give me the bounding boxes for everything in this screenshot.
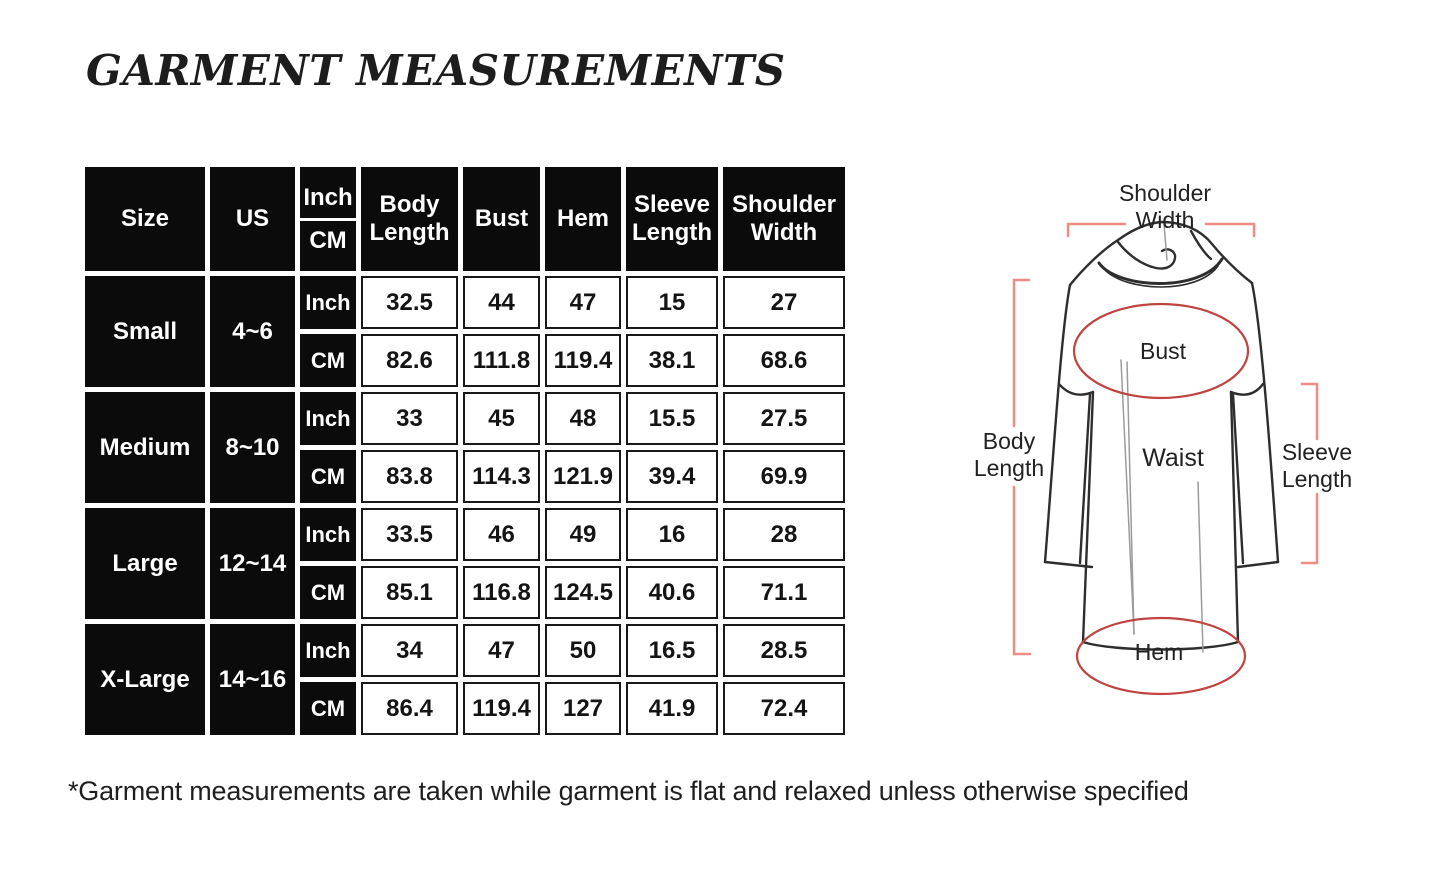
size-label: X-Large xyxy=(85,624,205,735)
value-cell: 121.9 xyxy=(545,450,621,503)
unit-label-inch: Inch xyxy=(300,276,356,329)
value-cell: 27 xyxy=(723,276,845,329)
us-size: 12~14 xyxy=(210,508,295,619)
value-cell: 50 xyxy=(545,624,621,677)
value-cell: 86.4 xyxy=(361,682,458,735)
unit-label-cm: CM xyxy=(300,566,356,619)
value-cell: 28 xyxy=(723,508,845,561)
value-cell: 119.4 xyxy=(545,334,621,387)
unit-label-inch: Inch xyxy=(300,624,356,677)
measurements-table xyxy=(80,162,850,740)
drape-lines xyxy=(1121,224,1203,652)
value-cell: 38.1 xyxy=(626,334,718,387)
sleeve-length-label-line2: Length xyxy=(1281,466,1353,492)
page-title: GARMENT MEASUREMENTS xyxy=(86,46,786,95)
value-cell: 82.6 xyxy=(361,334,458,387)
garment-measurement-diagram xyxy=(950,170,1420,740)
value-cell: 16 xyxy=(626,508,718,561)
value-cell: 28.5 xyxy=(723,624,845,677)
value-cell: 15 xyxy=(626,276,718,329)
us-size: 8~10 xyxy=(210,392,295,503)
value-cell: 47 xyxy=(545,276,621,329)
value-cell: 71.1 xyxy=(723,566,845,619)
unit-label-inch: Inch xyxy=(300,508,356,561)
value-cell: 46 xyxy=(463,508,540,561)
size-label: Small xyxy=(85,276,205,387)
unit-label-inch: Inch xyxy=(300,392,356,445)
table-row xyxy=(85,276,845,329)
bust-label: Bust xyxy=(1139,338,1187,364)
hem-label: Hem xyxy=(1134,639,1184,665)
table-row xyxy=(85,624,845,677)
value-cell: 48 xyxy=(545,392,621,445)
value-cell: 85.1 xyxy=(361,566,458,619)
header-size: Size xyxy=(85,167,205,271)
header-us: US xyxy=(210,167,295,271)
value-cell: 16.5 xyxy=(626,624,718,677)
table-row xyxy=(85,508,845,561)
value-cell: 27.5 xyxy=(723,392,845,445)
value-cell: 68.6 xyxy=(723,334,845,387)
unit-label-cm: CM xyxy=(300,682,356,735)
garment-outline-drawing xyxy=(1045,222,1278,650)
value-cell: 111.8 xyxy=(463,334,540,387)
value-cell: 44 xyxy=(463,276,540,329)
size-label: Large xyxy=(85,508,205,619)
value-cell: 83.8 xyxy=(361,450,458,503)
header-unit xyxy=(300,167,356,271)
value-cell: 34 xyxy=(361,624,458,677)
header-hem: Hem xyxy=(545,167,621,271)
value-cell: 116.8 xyxy=(463,566,540,619)
size-label: Medium xyxy=(85,392,205,503)
header-unit-cm: CM xyxy=(309,226,347,254)
header-body-length: Body Length xyxy=(361,167,458,271)
value-cell: 32.5 xyxy=(361,276,458,329)
header-bust: Bust xyxy=(463,167,540,271)
us-size: 14~16 xyxy=(210,624,295,735)
value-cell: 127 xyxy=(545,682,621,735)
table-row xyxy=(85,392,845,445)
value-cell: 119.4 xyxy=(463,682,540,735)
value-cell: 45 xyxy=(463,392,540,445)
waist-label: Waist xyxy=(1142,444,1204,472)
value-cell: 124.5 xyxy=(545,566,621,619)
shoulder-width-label-line2: Width xyxy=(1135,207,1195,233)
value-cell: 69.9 xyxy=(723,450,845,503)
value-cell: 47 xyxy=(463,624,540,677)
body-length-label-line2: Length xyxy=(973,455,1045,481)
measurement-footnote: *Garment measurements are taken while garment is flat and relaxed unless otherwise specified xyxy=(68,776,1189,806)
unit-label-cm: CM xyxy=(300,334,356,387)
shoulder-width-label-line1: Shoulder xyxy=(1118,180,1212,206)
value-cell: 33.5 xyxy=(361,508,458,561)
value-cell: 15.5 xyxy=(626,392,718,445)
value-cell: 49 xyxy=(545,508,621,561)
sleeve-length-label-line1: Sleeve xyxy=(1281,439,1353,465)
us-size: 4~6 xyxy=(210,276,295,387)
measure-brackets xyxy=(1014,224,1317,654)
header-shoulder-width: Shoulder Width xyxy=(723,167,845,271)
value-cell: 39.4 xyxy=(626,450,718,503)
unit-label-cm: CM xyxy=(300,450,356,503)
body-length-label-line1: Body xyxy=(982,428,1036,454)
value-cell: 72.4 xyxy=(723,682,845,735)
value-cell: 40.6 xyxy=(626,566,718,619)
header-sleeve-length: Sleeve Length xyxy=(626,167,718,271)
value-cell: 33 xyxy=(361,392,458,445)
header-unit-inch: Inch xyxy=(300,168,356,221)
value-cell: 114.3 xyxy=(463,450,540,503)
value-cell: 41.9 xyxy=(626,682,718,735)
